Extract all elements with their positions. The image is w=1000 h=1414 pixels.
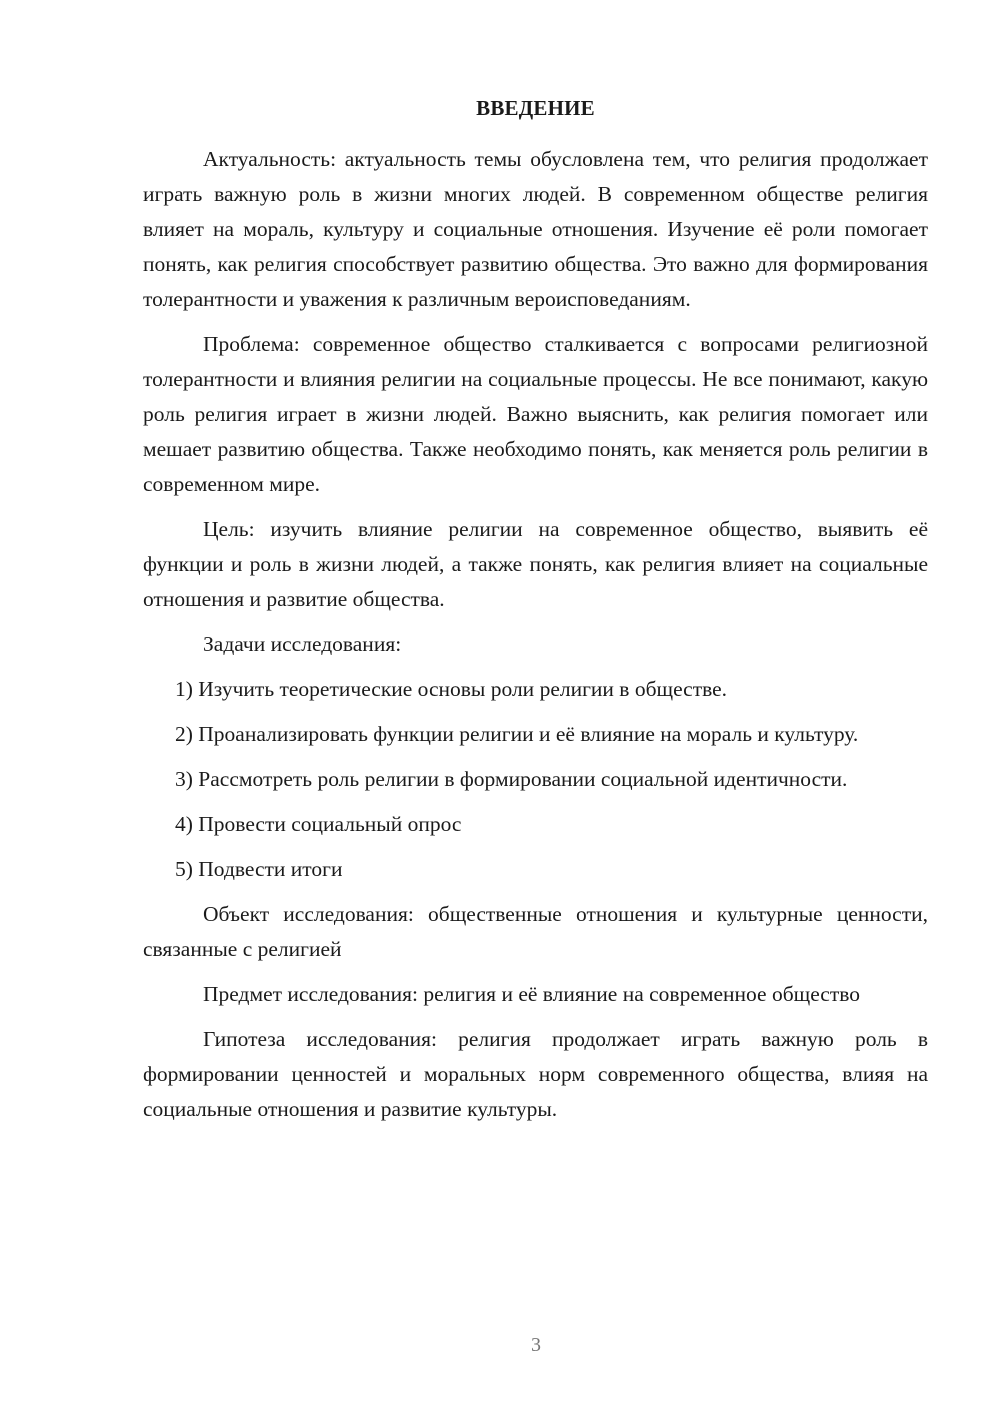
task-item-5: 5) Подвести итоги <box>175 857 343 881</box>
task-item-3: 3) Рассмотреть роль религии в формировании социальной идентичности. <box>175 767 848 791</box>
relevance-paragraph: Актуальность: актуальность темы обусловлена тем, что религия продолжает играть важную роль в жизни многих людей. В современном обществе религия влияет на мораль, культуру и социальные отношения. Изучение её роли помогает понять, как религия способствует развитию общества. Это важно для формирования толерантности и уважения к различным вероисповеданиям. <box>143 147 928 311</box>
subject-paragraph: Предмет исследования: религия и её влияние на современное общество <box>203 982 860 1006</box>
page-number: 3 <box>531 1334 541 1356</box>
object-paragraph: Объект исследования: общественные отношения и культурные ценности, связанные с религией <box>143 902 928 961</box>
problem-paragraph: Проблема: современное общество сталкивается с вопросами религиозной толерантности и влияния религии на социальные процессы. Не все понимают, какую роль религия играет в жизни людей. Важно выяснить, как религия помогает или мешает развитию общества. Также необходимо понять, как меняется роль религии в современном мире. <box>143 332 928 496</box>
goal-paragraph: Цель: изучить влияние религии на современное общество, выявить её функции и роль в жизни людей, а также понять, как религия влияет на социальные отношения и развитие общества. <box>143 517 928 611</box>
task-item-1: 1) Изучить теоретические основы роли религии в обществе. <box>175 677 728 701</box>
page-title: ВВЕДЕНИЕ <box>476 96 595 120</box>
task-item-4: 4) Провести социальный опрос <box>175 812 462 836</box>
hypothesis-paragraph: Гипотеза исследования: религия продолжает играть важную роль в формировании ценностей и моральных норм современного общества, влияя на социальные отношения и развитие культуры. <box>143 1027 928 1121</box>
task-item-2: 2) Проанализировать функции религии и её влияние на мораль и культуру. <box>175 722 859 746</box>
tasks-heading: Задачи исследования: <box>203 632 402 656</box>
document-body <box>143 142 928 1137</box>
